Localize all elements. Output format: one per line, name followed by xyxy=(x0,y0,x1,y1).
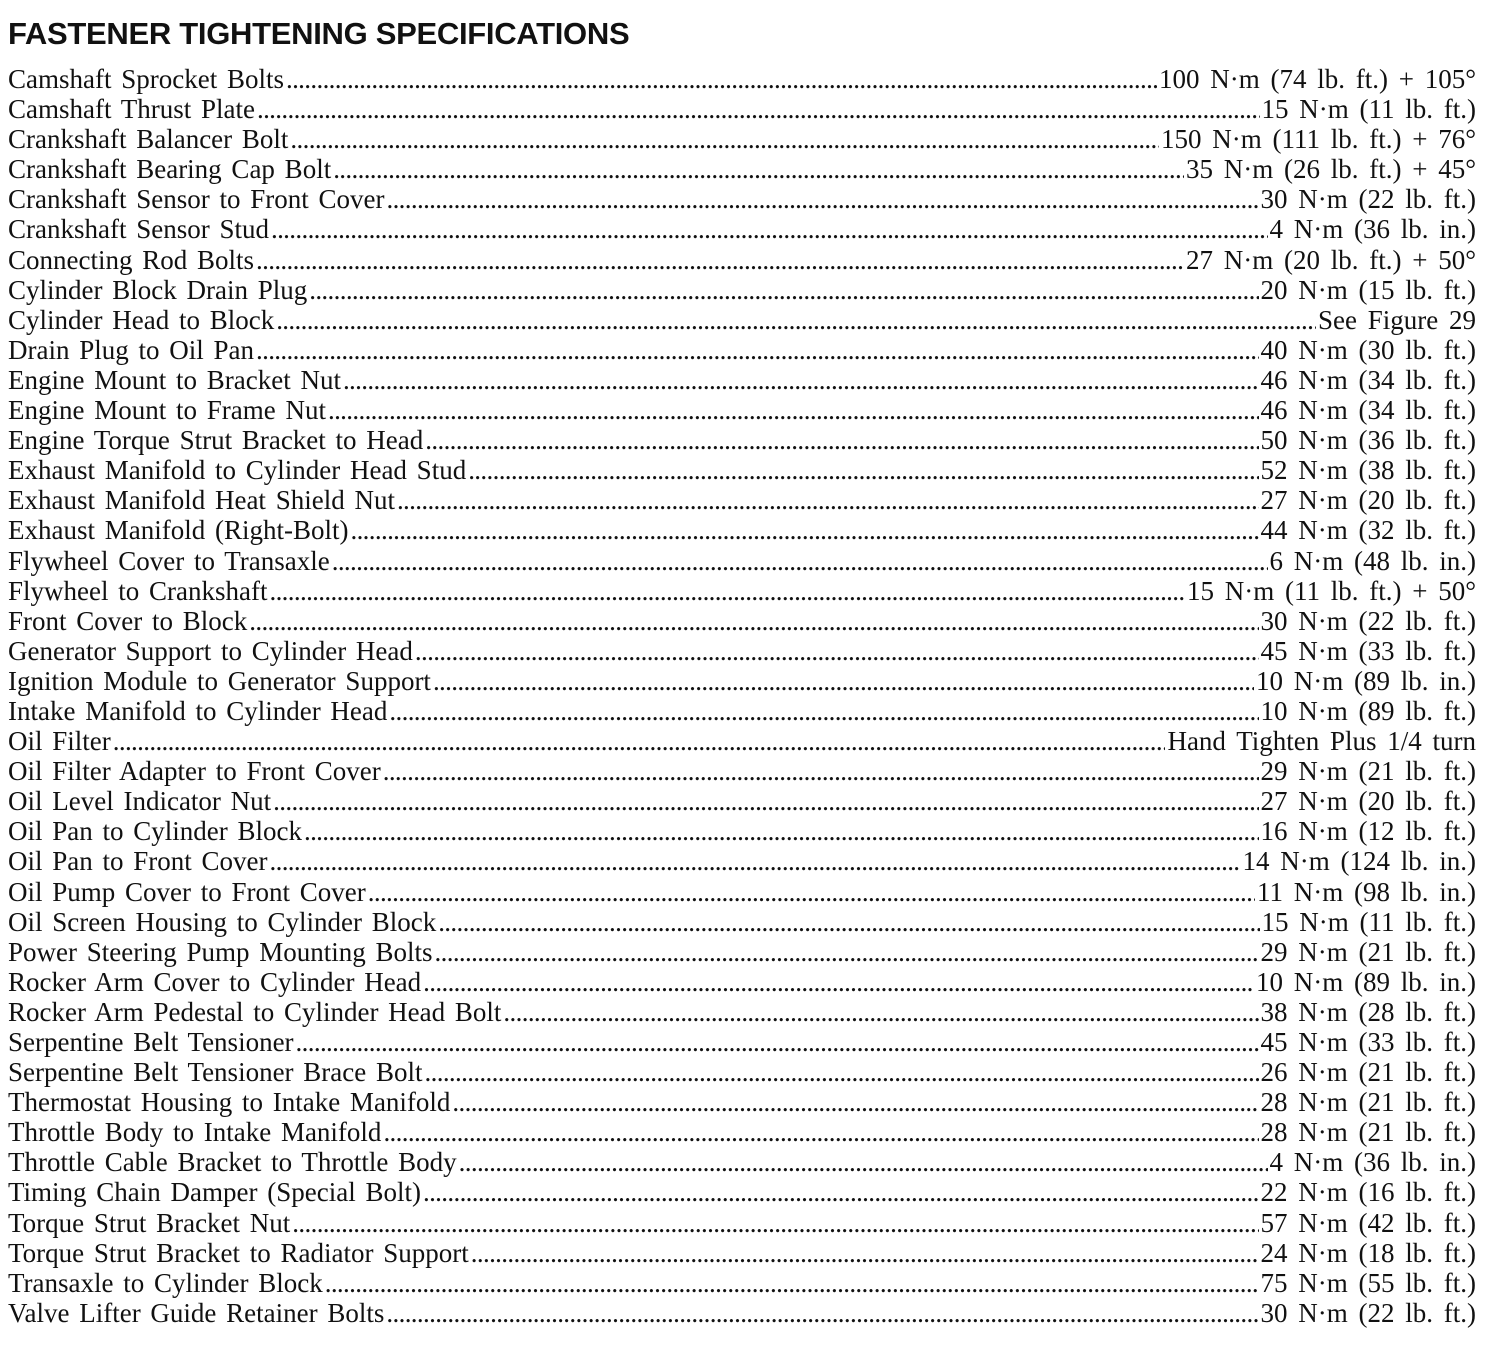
spec-value: 35 N·m (26 lb. ft.) + 45° xyxy=(1186,154,1476,185)
spec-value: 20 N·m (15 lb. ft.) xyxy=(1260,274,1476,305)
spec-name: Rocker Arm Cover to Cylinder Head xyxy=(8,966,422,997)
spec-value: 29 N·m (21 lb. ft.) xyxy=(1260,936,1476,967)
dot-leader xyxy=(343,365,1259,395)
spec-value: 10 N·m (89 lb. in.) xyxy=(1256,966,1476,997)
spec-value: 38 N·m (28 lb. ft.) xyxy=(1260,996,1476,1027)
spec-name: Timing Chain Damper (Special Bolt) xyxy=(8,1177,421,1208)
spec-name: Generator Support to Cylinder Head xyxy=(8,635,413,666)
spec-row xyxy=(8,937,1476,967)
spec-name: Flywheel to Crankshaft xyxy=(8,575,268,606)
spec-row xyxy=(8,846,1476,876)
spec-value: 44 N·m (32 lb. ft.) xyxy=(1260,515,1476,546)
spec-value: 150 N·m (111 lb. ft.) + 76° xyxy=(1161,124,1476,155)
dot-leader xyxy=(503,997,1258,1027)
spec-name: Flywheel Cover to Transaxle xyxy=(8,545,330,576)
spec-name: Engine Mount to Frame Nut xyxy=(8,395,326,426)
spec-row xyxy=(8,816,1476,846)
dot-leader xyxy=(271,214,1268,244)
dot-leader xyxy=(296,1027,1259,1057)
dot-leader xyxy=(386,1298,1258,1328)
dot-leader xyxy=(249,606,1258,636)
spec-value: 30 N·m (22 lb. ft.) xyxy=(1260,1297,1476,1328)
spec-row xyxy=(8,335,1476,365)
spec-value: 15 N·m (11 lb. ft.) xyxy=(1261,906,1476,937)
dot-leader xyxy=(368,877,1255,907)
spec-value: 46 N·m (34 lb. ft.) xyxy=(1260,364,1476,395)
spec-row xyxy=(8,455,1476,485)
spec-row xyxy=(8,877,1476,907)
spec-name: Engine Torque Strut Bracket to Head xyxy=(8,425,424,456)
spec-row xyxy=(8,636,1476,666)
dot-leader xyxy=(425,425,1258,455)
spec-row xyxy=(8,425,1476,455)
spec-value: 6 N·m (48 lb. in.) xyxy=(1269,545,1476,576)
dot-leader xyxy=(270,846,1241,876)
spec-value: See Figure 29 xyxy=(1318,304,1476,335)
spec-row xyxy=(8,485,1476,515)
spec-row xyxy=(8,365,1476,395)
spec-row xyxy=(8,1238,1476,1268)
spec-name: Oil Screen Housing to Cylinder Block xyxy=(8,906,437,937)
spec-row xyxy=(8,576,1476,606)
spec-row xyxy=(8,184,1476,214)
spec-value: 27 N·m (20 lb. ft.) + 50° xyxy=(1186,244,1476,275)
spec-name: Torque Strut Bracket Nut xyxy=(8,1207,291,1238)
spec-name: Throttle Body to Intake Manifold xyxy=(8,1117,382,1148)
spec-name: Rocker Arm Pedestal to Cylinder Head Bolt xyxy=(8,996,502,1027)
dot-leader xyxy=(309,275,1258,305)
spec-value: 27 N·m (20 lb. ft.) xyxy=(1260,786,1476,817)
dot-leader xyxy=(471,1238,1259,1268)
dot-leader xyxy=(113,726,1166,756)
spec-value: 14 N·m (124 lb. in.) xyxy=(1242,846,1476,877)
spec-name: Transaxle to Cylinder Block xyxy=(8,1267,323,1298)
spec-value: 75 N·m (55 lb. ft.) xyxy=(1260,1267,1476,1298)
spec-value: 30 N·m (22 lb. ft.) xyxy=(1260,605,1476,636)
spec-name: Drain Plug to Oil Pan xyxy=(8,334,254,365)
spec-name: Crankshaft Sensor to Front Cover xyxy=(8,184,385,215)
spec-value: 26 N·m (21 lb. ft.) xyxy=(1260,1057,1476,1088)
dot-leader xyxy=(333,154,1184,184)
spec-value: 28 N·m (21 lb. ft.) xyxy=(1260,1087,1476,1118)
spec-row xyxy=(8,786,1476,816)
spec-value: 40 N·m (30 lb. ft.) xyxy=(1260,334,1476,365)
spec-name: Intake Manifold to Cylinder Head xyxy=(8,695,388,726)
dot-leader xyxy=(350,515,1258,545)
dot-leader xyxy=(423,967,1254,997)
spec-value: 10 N·m (89 lb. ft.) xyxy=(1260,695,1476,726)
page-title: FASTENER TIGHTENING SPECIFICATIONS xyxy=(8,16,630,51)
dot-leader xyxy=(304,816,1259,846)
spec-row xyxy=(8,1087,1476,1117)
spec-name: Cylinder Head to Block xyxy=(8,304,275,335)
dot-leader xyxy=(389,696,1258,726)
dot-leader xyxy=(286,64,1157,94)
dot-leader xyxy=(383,756,1259,786)
dot-leader xyxy=(256,335,1259,365)
dot-leader xyxy=(435,937,1259,967)
spec-name: Oil Level Indicator Nut xyxy=(8,786,272,817)
spec-value: 45 N·m (33 lb. ft.) xyxy=(1260,635,1476,666)
spec-name: Connecting Rod Bolts xyxy=(8,244,255,275)
spec-row xyxy=(8,726,1476,756)
dot-leader xyxy=(269,576,1185,606)
spec-name: Oil Pan to Front Cover xyxy=(8,846,268,877)
dot-leader xyxy=(423,1177,1259,1207)
spec-row xyxy=(8,756,1476,786)
spec-row xyxy=(8,606,1476,636)
spec-value: 15 N·m (11 lb. ft.) + 50° xyxy=(1187,575,1476,606)
spec-row xyxy=(8,124,1476,154)
spec-page xyxy=(8,14,1476,1328)
dot-leader xyxy=(425,1057,1259,1087)
spec-row xyxy=(8,275,1476,305)
dot-leader xyxy=(328,395,1259,425)
spec-name: Oil Pan to Cylinder Block xyxy=(8,816,302,847)
spec-name: Crankshaft Bearing Cap Bolt xyxy=(8,154,332,185)
spec-value: 27 N·m (20 lb. ft.) xyxy=(1260,485,1476,516)
dot-leader xyxy=(452,1087,1258,1117)
dot-leader xyxy=(459,1147,1268,1177)
dot-leader xyxy=(433,666,1254,696)
spec-row xyxy=(8,666,1476,696)
spec-row xyxy=(8,1268,1476,1298)
spec-name: Serpentine Belt Tensioner Brace Bolt xyxy=(8,1057,423,1088)
spec-row xyxy=(8,214,1476,244)
dot-leader xyxy=(325,1268,1259,1298)
spec-value: 100 N·m (74 lb. ft.) + 105° xyxy=(1159,64,1476,94)
spec-row xyxy=(8,1177,1476,1207)
dot-leader xyxy=(386,184,1258,214)
spec-name: Camshaft Thrust Plate xyxy=(8,94,255,125)
spec-value: 10 N·m (89 lb. in.) xyxy=(1256,665,1476,696)
spec-name: Cylinder Block Drain Plug xyxy=(8,274,308,305)
spec-name: Oil Filter xyxy=(8,726,111,757)
spec-value: 11 N·m (98 lb. in.) xyxy=(1257,876,1476,907)
dot-leader xyxy=(276,305,1316,335)
spec-row xyxy=(8,1027,1476,1057)
spec-name: Crankshaft Balancer Bolt xyxy=(8,124,289,155)
spec-name: Ignition Module to Generator Support xyxy=(8,665,431,696)
spec-list xyxy=(8,64,1476,1328)
spec-row xyxy=(8,1147,1476,1177)
spec-row xyxy=(8,1057,1476,1087)
spec-row xyxy=(8,1208,1476,1238)
dot-leader xyxy=(292,1208,1258,1238)
dot-leader xyxy=(397,485,1259,515)
spec-value: 46 N·m (34 lb. ft.) xyxy=(1260,395,1476,426)
spec-value: 16 N·m (12 lb. ft.) xyxy=(1260,816,1476,847)
dot-leader xyxy=(290,124,1159,154)
spec-row xyxy=(8,154,1476,184)
spec-name: Valve Lifter Guide Retainer Bolts xyxy=(8,1297,385,1328)
spec-name: Exhaust Manifold to Cylinder Head Stud xyxy=(8,455,467,486)
spec-value: 4 N·m (36 lb. in.) xyxy=(1269,214,1476,245)
spec-value: 24 N·m (18 lb. ft.) xyxy=(1260,1237,1476,1268)
spec-name: Front Cover to Block xyxy=(8,605,248,636)
dot-leader xyxy=(383,1117,1258,1147)
spec-value: 57 N·m (42 lb. ft.) xyxy=(1260,1207,1476,1238)
spec-value: 4 N·m (36 lb. in.) xyxy=(1269,1147,1476,1178)
spec-row xyxy=(8,997,1476,1027)
spec-row xyxy=(8,245,1476,275)
spec-row xyxy=(8,305,1476,335)
spec-name: Crankshaft Sensor Stud xyxy=(8,214,269,245)
spec-value: 45 N·m (33 lb. ft.) xyxy=(1260,1027,1476,1057)
spec-name: Power Steering Pump Mounting Bolts xyxy=(8,936,433,967)
spec-name: Camshaft Sprocket Bolts xyxy=(8,64,284,94)
spec-row xyxy=(8,94,1476,124)
dot-leader xyxy=(438,907,1259,937)
spec-row xyxy=(8,546,1476,576)
spec-row xyxy=(8,395,1476,425)
spec-name: Oil Filter Adapter to Front Cover xyxy=(8,756,381,787)
spec-row xyxy=(8,907,1476,937)
spec-name: Throttle Cable Bracket to Throttle Body xyxy=(8,1147,457,1178)
spec-value: 28 N·m (21 lb. ft.) xyxy=(1260,1117,1476,1148)
spec-name: Exhaust Manifold Heat Shield Nut xyxy=(8,485,395,516)
spec-value: 29 N·m (21 lb. ft.) xyxy=(1260,756,1476,787)
spec-name: Oil Pump Cover to Front Cover xyxy=(8,876,366,907)
spec-value: 22 N·m (16 lb. ft.) xyxy=(1260,1177,1476,1208)
dot-leader xyxy=(332,546,1268,576)
spec-name: Serpentine Belt Tensioner xyxy=(8,1027,294,1057)
spec-name: Torque Strut Bracket to Radiator Support xyxy=(8,1237,469,1268)
dot-leader xyxy=(257,94,1260,124)
dot-leader xyxy=(468,455,1258,485)
dot-leader xyxy=(256,245,1184,275)
dot-leader xyxy=(415,636,1259,666)
spec-row xyxy=(8,515,1476,545)
spec-row xyxy=(8,696,1476,726)
dot-leader xyxy=(273,786,1258,816)
spec-row xyxy=(8,64,1476,94)
spec-value: 30 N·m (22 lb. ft.) xyxy=(1260,184,1476,215)
spec-name: Thermostat Housing to Intake Manifold xyxy=(8,1087,451,1118)
spec-value: 50 N·m (36 lb. ft.) xyxy=(1260,425,1476,456)
spec-value: 52 N·m (38 lb. ft.) xyxy=(1260,455,1476,486)
spec-value: 15 N·m (11 lb. ft.) xyxy=(1261,94,1476,125)
spec-value: Hand Tighten Plus 1/4 turn xyxy=(1167,726,1476,757)
spec-name: Exhaust Manifold (Right-Bolt) xyxy=(8,515,349,546)
spec-name: Engine Mount to Bracket Nut xyxy=(8,364,341,395)
spec-row xyxy=(8,1298,1476,1328)
spec-row xyxy=(8,1117,1476,1147)
spec-row xyxy=(8,967,1476,997)
